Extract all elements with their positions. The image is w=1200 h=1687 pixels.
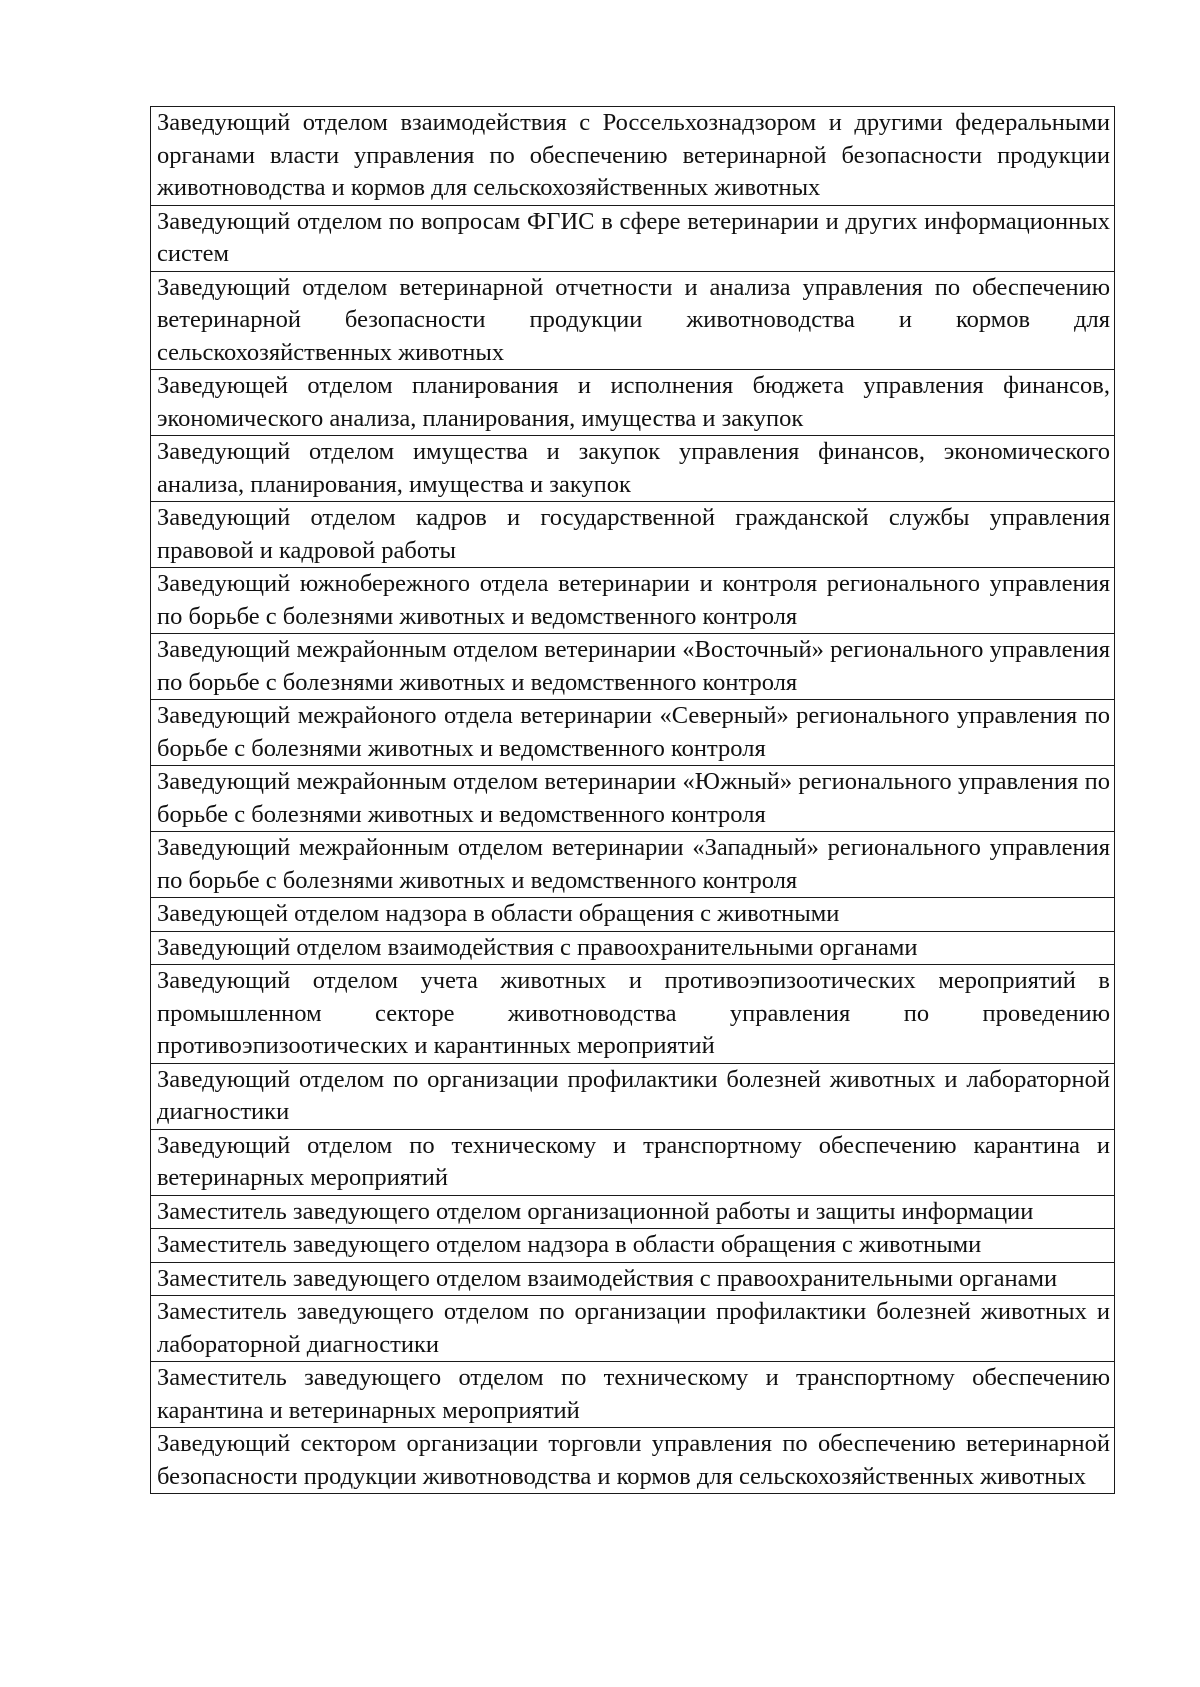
position-cell: Заведующий межрайонным отделом ветеринарии «Западный» регионального управления по борьбе с болезнями животных и ведомственного контроля (151, 832, 1115, 898)
table-row (151, 568, 1115, 634)
position-cell: Заведующий отделом по вопросам ФГИС в сфере ветеринарии и других информационных систем (151, 205, 1115, 271)
position-cell: Заведующий отделом взаимодействия с правоохранительными органами (151, 931, 1115, 965)
position-cell: Заведующей отделом планирования и исполнения бюджета управления финансов, экономического анализа, планирования, имущества и закупок (151, 370, 1115, 436)
table-row (151, 370, 1115, 436)
position-cell: Заведующий отделом учета животных и противоэпизоотических мероприятий в промышленном секторе животноводства управления по проведению противоэпизоотических и карантинных мероприятий (151, 965, 1115, 1064)
position-cell: Заведующий отделом по техническому и транспортному обеспечению карантина и ветеринарных мероприятий (151, 1129, 1115, 1195)
position-cell: Заведующий отделом кадров и государственной гражданской службы управления правовой и кадровой работы (151, 502, 1115, 568)
position-cell: Заместитель заведующего отделом по организации профилактики болезней животных и лабораторной диагностики (151, 1296, 1115, 1362)
position-cell: Заместитель заведующего отделом надзора в области обращения с животными (151, 1229, 1115, 1263)
position-cell: Заместитель заведующего отделом взаимодействия с правоохранительными органами (151, 1262, 1115, 1296)
table-row (151, 1428, 1115, 1494)
position-cell: Заведующий отделом взаимодействия с Россельхознадзором и другими федеральными органами власти управления по обеспечению ветеринарной безопасности продукции животноводства и кормов для сельскохозяйственных животных (151, 107, 1115, 206)
position-cell: Заместитель заведующего отделом по техническому и транспортному обеспечению карантина и ветеринарных мероприятий (151, 1362, 1115, 1428)
table-row (151, 832, 1115, 898)
table-row (151, 1229, 1115, 1263)
table-row (151, 1362, 1115, 1428)
position-cell: Заведующий межрайоного отдела ветеринарии «Северный» регионального управления по борьбе с болезнями животных и ведомственного контроля (151, 700, 1115, 766)
table-row (151, 965, 1115, 1064)
table-row (151, 1296, 1115, 1362)
table-row (151, 766, 1115, 832)
table-row (151, 271, 1115, 370)
table-row (151, 1262, 1115, 1296)
table-row (151, 1195, 1115, 1229)
position-cell: Заведующий отделом по организации профилактики болезней животных и лабораторной диагностики (151, 1063, 1115, 1129)
table-row (151, 502, 1115, 568)
positions-table (150, 106, 1115, 1494)
position-cell: Заведующий отделом ветеринарной отчетности и анализа управления по обеспечению ветеринарной безопасности продукции животноводства и кормов для сельскохозяйственных животных (151, 271, 1115, 370)
table-row (151, 1063, 1115, 1129)
table-row (151, 634, 1115, 700)
position-cell: Заместитель заведующего отделом организационной работы и защиты информации (151, 1195, 1115, 1229)
table-row (151, 898, 1115, 932)
position-cell: Заведующий межрайонным отделом ветеринарии «Восточный» регионального управления по борьбе с болезнями животных и ведомственного контроля (151, 634, 1115, 700)
table-row (151, 205, 1115, 271)
positions-table-body (151, 107, 1115, 1494)
position-cell: Заведующий межрайонным отделом ветеринарии «Южный» регионального управления по борьбе с болезнями животных и ведомственного контроля (151, 766, 1115, 832)
table-row (151, 700, 1115, 766)
table-row (151, 107, 1115, 206)
position-cell: Заведующей отделом надзора в области обращения с животными (151, 898, 1115, 932)
position-cell: Заведующий отделом имущества и закупок управления финансов, экономического анализа, планирования, имущества и закупок (151, 436, 1115, 502)
table-row (151, 931, 1115, 965)
position-cell: Заведующий сектором организации торговли управления по обеспечению ветеринарной безопасности продукции животноводства и кормов для сельскохозяйственных животных (151, 1428, 1115, 1494)
position-cell: Заведующий южнобережного отдела ветеринарии и контроля регионального управления по борьбе с болезнями животных и ведомственного контроля (151, 568, 1115, 634)
table-row (151, 436, 1115, 502)
table-row (151, 1129, 1115, 1195)
